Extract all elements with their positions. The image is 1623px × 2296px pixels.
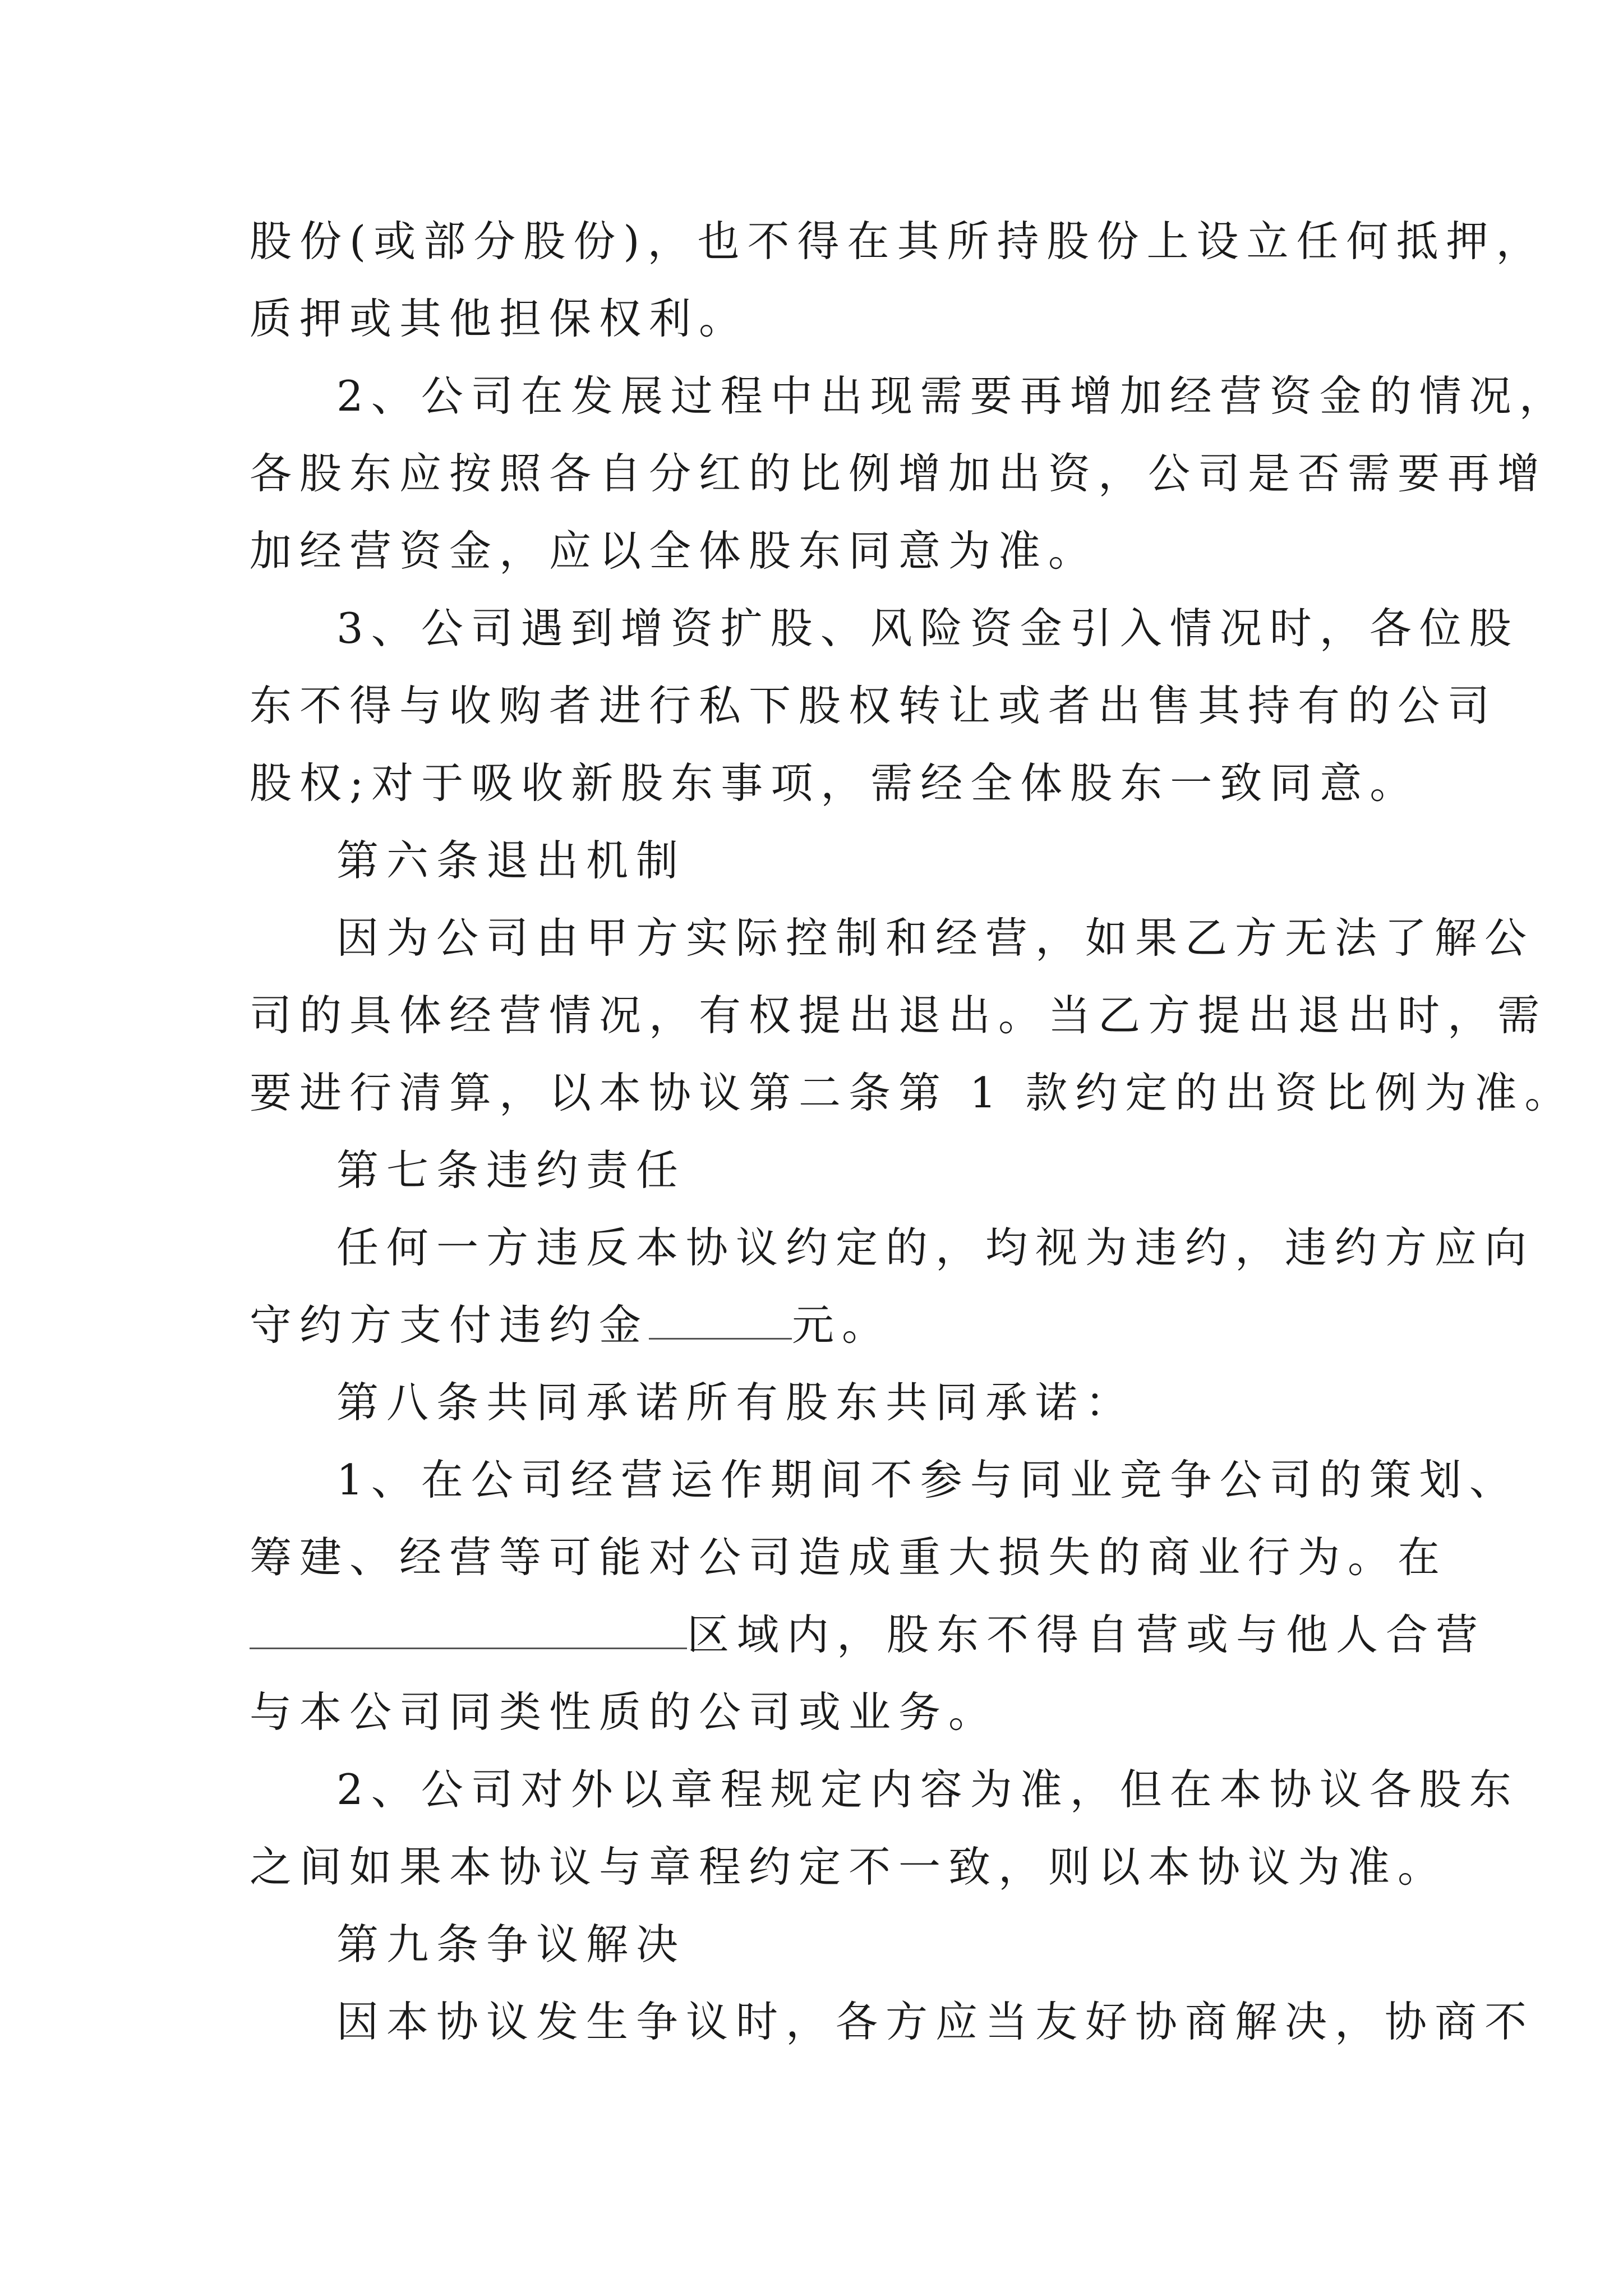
article-heading: 第九条争议解决 bbox=[336, 1920, 686, 1969]
region-blank bbox=[250, 1608, 687, 1649]
clause-line: 因本协议发生争议时，各方应当友好协商解决，协商不 bbox=[336, 1997, 1535, 2046]
clause-line: 任何一方违反本协议约定的，均视为违约，违约方应向 bbox=[336, 1223, 1535, 1272]
currency-unit: 元。 bbox=[792, 1300, 892, 1350]
body-line: 股份(或部分股份)，也不得在其所持股份上设立任何抵押， bbox=[250, 217, 1546, 266]
penalty-amount-blank bbox=[649, 1299, 792, 1340]
clause-line: 因为公司由甲方实际控制和经营，如果乙方无法了解公 bbox=[336, 913, 1535, 963]
body-line: 加经营资金，应以全体股东同意为准。 bbox=[250, 526, 1099, 576]
body-line: 要进行清算，以本协议第二条第 1 款约定的出资比例为准。 bbox=[250, 1068, 1575, 1117]
penalty-text: 守约方支付违约金 bbox=[250, 1300, 649, 1350]
clause-line: 1、在公司经营运作期间不参与同业竞争公司的策划、 bbox=[336, 1455, 1519, 1504]
article-heading: 第八条共同承诺所有股东共同承诺： bbox=[336, 1378, 1136, 1427]
body-line: 司的具体经营情况，有权提出退出。当乙方提出退出时，需 bbox=[250, 991, 1548, 1040]
region-text: 区域内，股东不得自营或与他人合营 bbox=[687, 1610, 1486, 1659]
body-line: 质押或其他担保权利。 bbox=[250, 294, 749, 343]
clause-line: 2、公司对外以章程规定内容为准，但在本协议各股东 bbox=[336, 1765, 1519, 1814]
body-line bbox=[250, 1607, 1486, 1663]
body-line: 各股东应按照各自分红的比例增加出资，公司是否需要再增 bbox=[250, 449, 1548, 498]
body-line: 与本公司同类性质的公司或业务。 bbox=[250, 1687, 999, 1737]
body-line bbox=[250, 1297, 1405, 1353]
body-line: 东不得与收购者进行私下股权转让或者出售其持有的公司 bbox=[250, 681, 1498, 730]
body-line: 筹建、经营等可能对公司造成重大损失的商业行为。在 bbox=[250, 1533, 1448, 1582]
clause-line: 3、公司遇到增资扩股、风险资金引入情况时，各位股 bbox=[336, 604, 1519, 653]
article-heading: 第七条违约责任 bbox=[336, 1145, 686, 1195]
body-line: 之间如果本协议与章程约定不一致，则以本协议为准。 bbox=[250, 1842, 1448, 1892]
article-heading: 第六条退出机制 bbox=[336, 836, 686, 885]
clause-line: 2、公司在发展过程中出现需要再增加经营资金的情况， bbox=[336, 371, 1569, 421]
body-line: 股权;对于吸收新股东事项，需经全体股东一致同意。 bbox=[250, 758, 1420, 808]
